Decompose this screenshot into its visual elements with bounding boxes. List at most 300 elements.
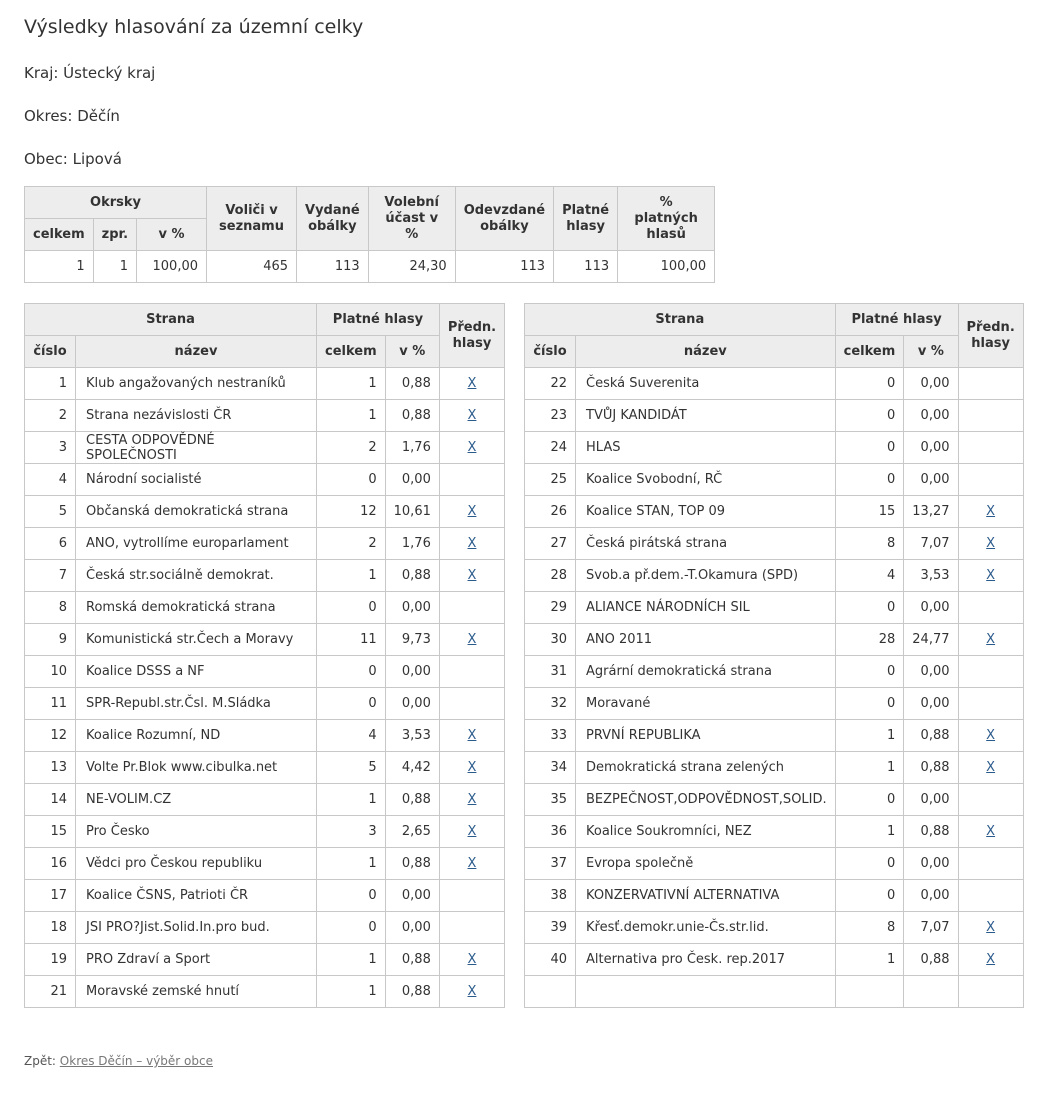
party-votes: 0 — [317, 880, 386, 912]
table-row — [25, 880, 505, 912]
party-name: Agrární demokratická strana — [576, 656, 836, 688]
party-votes: 2 — [317, 528, 386, 560]
party-votes: 0 — [835, 464, 904, 496]
party-number: 39 — [525, 912, 576, 944]
party-votes: 1 — [835, 720, 904, 752]
preference-votes-cell — [958, 432, 1023, 464]
party-name: Strana nezávislosti ČR — [76, 400, 317, 432]
table-row — [525, 720, 1024, 752]
party-number: 16 — [25, 848, 76, 880]
preference-votes-link[interactable]: X — [467, 728, 477, 743]
summary-okrsky-celkem: 1 — [25, 251, 94, 283]
party-name: JSI PRO?Jist.Solid.In.pro bud. — [76, 912, 317, 944]
header-okrsky: Okrsky — [25, 187, 207, 219]
party-percent: 24,77 — [904, 624, 958, 656]
table-row — [525, 880, 1024, 912]
table-row — [25, 528, 505, 560]
party-number: 32 — [525, 688, 576, 720]
party-votes: 12 — [317, 496, 386, 528]
preference-votes-cell — [439, 784, 504, 816]
party-votes: 0 — [317, 592, 386, 624]
table-row — [525, 976, 1024, 1008]
party-name: TVŮJ KANDIDÁT — [576, 400, 836, 432]
preference-votes-cell — [439, 848, 504, 880]
party-votes: 0 — [835, 848, 904, 880]
table-row — [525, 464, 1024, 496]
party-votes: 0 — [835, 688, 904, 720]
party-percent: 0,00 — [904, 784, 958, 816]
preference-votes-link[interactable]: X — [467, 984, 477, 999]
district-label: Okres: Děčín — [24, 107, 120, 125]
preference-votes-link[interactable]: X — [986, 536, 996, 551]
preference-votes-cell — [439, 816, 504, 848]
preference-votes-cell — [439, 464, 504, 496]
party-percent: 0,88 — [904, 752, 958, 784]
preference-votes-cell — [958, 752, 1023, 784]
preference-votes-cell — [958, 464, 1023, 496]
header-platne: Platné hlasy — [554, 187, 618, 251]
preference-votes-cell — [958, 720, 1023, 752]
party-name: NE-VOLIM.CZ — [76, 784, 317, 816]
region-label: Kraj: Ústecký kraj — [24, 64, 156, 82]
table-row — [525, 592, 1024, 624]
table-row — [25, 752, 505, 784]
header-nazev: název — [76, 336, 317, 368]
party-percent: 7,07 — [904, 912, 958, 944]
party-votes: 4 — [317, 720, 386, 752]
party-percent: 0,00 — [904, 592, 958, 624]
party-name: Koalice Soukromníci, NEZ — [576, 816, 836, 848]
party-percent: 0,88 — [904, 816, 958, 848]
summary-okrsky-pct: 100,00 — [137, 251, 207, 283]
table-row — [525, 912, 1024, 944]
preference-votes-link[interactable]: X — [467, 568, 477, 583]
preference-votes-cell — [439, 624, 504, 656]
party-number: 13 — [25, 752, 76, 784]
party-percent: 4,42 — [385, 752, 439, 784]
table-row — [525, 560, 1024, 592]
header-platne-hlasy: Platné hlasy — [317, 304, 440, 336]
summary-vydane: 113 — [297, 251, 369, 283]
party-name: CESTA ODPOVĚDNÉ SPOLEČNOSTI — [76, 432, 317, 464]
party-percent — [904, 976, 958, 1008]
preference-votes-cell — [958, 560, 1023, 592]
preference-votes-cell — [958, 496, 1023, 528]
table-row — [25, 912, 505, 944]
party-votes: 0 — [835, 880, 904, 912]
party-number: 10 — [25, 656, 76, 688]
header-platne-hlasy: Platné hlasy — [835, 304, 958, 336]
preference-votes-link[interactable]: X — [467, 792, 477, 807]
party-votes: 1 — [835, 752, 904, 784]
party-votes: 4 — [835, 560, 904, 592]
party-percent: 13,27 — [904, 496, 958, 528]
preference-votes-link[interactable]: X — [467, 376, 477, 391]
header-celkem: celkem — [317, 336, 386, 368]
table-row — [25, 688, 505, 720]
preference-votes-link[interactable]: X — [467, 408, 477, 423]
party-number: 11 — [25, 688, 76, 720]
party-percent: 0,00 — [385, 880, 439, 912]
preference-votes-cell — [439, 720, 504, 752]
header-v-pct: v % — [904, 336, 958, 368]
preference-votes-cell — [439, 688, 504, 720]
party-votes: 0 — [835, 432, 904, 464]
summary-platne: 113 — [554, 251, 618, 283]
table-row — [525, 368, 1024, 400]
header-zpr: zpr. — [93, 219, 136, 251]
header-v-pct: v % — [385, 336, 439, 368]
party-percent: 0,88 — [904, 720, 958, 752]
party-percent: 0,88 — [385, 400, 439, 432]
party-number: 4 — [25, 464, 76, 496]
party-votes: 5 — [317, 752, 386, 784]
party-name: Koalice Svobodní, RČ — [576, 464, 836, 496]
party-number: 26 — [525, 496, 576, 528]
party-votes — [835, 976, 904, 1008]
party-name: Evropa společně — [576, 848, 836, 880]
party-name: Romská demokratická strana — [76, 592, 317, 624]
party-votes: 0 — [835, 400, 904, 432]
back-label: Zpět: — [24, 1054, 56, 1068]
preference-votes-cell — [958, 368, 1023, 400]
party-name: Svob.a př.dem.-T.Okamura (SPD) — [576, 560, 836, 592]
party-name: HLAS — [576, 432, 836, 464]
party-name: Klub angažovaných nestraníků — [76, 368, 317, 400]
party-name: Moravané — [576, 688, 836, 720]
party-name: BEZPEČNOST,ODPOVĚDNOST,SOLID. — [576, 784, 836, 816]
party-name: Křesť.demokr.unie-Čs.str.lid. — [576, 912, 836, 944]
party-number: 28 — [525, 560, 576, 592]
party-votes: 15 — [835, 496, 904, 528]
party-number: 27 — [525, 528, 576, 560]
party-percent: 0,00 — [904, 880, 958, 912]
party-number: 40 — [525, 944, 576, 976]
preference-votes-link[interactable]: X — [986, 824, 996, 839]
party-name: Pro Česko — [76, 816, 317, 848]
preference-votes-cell — [439, 400, 504, 432]
party-number: 8 — [25, 592, 76, 624]
party-percent: 0,88 — [385, 368, 439, 400]
table-row — [525, 848, 1024, 880]
preference-votes-link[interactable]: X — [986, 952, 996, 967]
preference-votes-link[interactable]: X — [467, 952, 477, 967]
party-votes: 0 — [317, 912, 386, 944]
party-name: Moravské zemské hnutí — [76, 976, 317, 1008]
table-row — [25, 368, 505, 400]
header-strana: Strana — [525, 304, 836, 336]
party-votes: 0 — [835, 656, 904, 688]
party-number: 30 — [525, 624, 576, 656]
party-name: Česká Suverenita — [576, 368, 836, 400]
preference-votes-cell — [439, 944, 504, 976]
party-percent: 0,00 — [904, 688, 958, 720]
party-votes: 8 — [835, 912, 904, 944]
table-row — [25, 592, 505, 624]
party-votes: 0 — [835, 368, 904, 400]
party-name: Demokratická strana zelených — [576, 752, 836, 784]
preference-votes-cell — [958, 848, 1023, 880]
party-name: ANO 2011 — [576, 624, 836, 656]
party-table-right — [524, 303, 1024, 1008]
party-number: 2 — [25, 400, 76, 432]
preference-votes-cell — [439, 592, 504, 624]
party-votes: 0 — [835, 592, 904, 624]
party-percent: 0,88 — [385, 848, 439, 880]
party-number: 22 — [525, 368, 576, 400]
party-name: KONZERVATIVNÍ ALTERNATIVA — [576, 880, 836, 912]
preference-votes-link[interactable]: X — [467, 440, 477, 455]
preference-votes-link[interactable]: X — [986, 568, 996, 583]
header-cislo: číslo — [525, 336, 576, 368]
party-name: PRVNÍ REPUBLIKA — [576, 720, 836, 752]
party-name: Česká pirátská strana — [576, 528, 836, 560]
party-percent: 1,76 — [385, 432, 439, 464]
party-number: 19 — [25, 944, 76, 976]
preference-votes-cell — [439, 528, 504, 560]
party-number: 35 — [525, 784, 576, 816]
summary-table — [24, 186, 715, 283]
preference-votes-cell — [958, 656, 1023, 688]
table-row — [525, 752, 1024, 784]
table-row — [525, 496, 1024, 528]
preference-votes-link[interactable]: X — [467, 856, 477, 871]
party-votes: 1 — [317, 848, 386, 880]
preference-votes-cell — [958, 592, 1023, 624]
table-row — [525, 528, 1024, 560]
table-row — [525, 624, 1024, 656]
header-celkem: celkem — [25, 219, 94, 251]
header-nazev: název — [576, 336, 836, 368]
table-row — [525, 432, 1024, 464]
party-number: 21 — [25, 976, 76, 1008]
party-name: Koalice STAN, TOP 09 — [576, 496, 836, 528]
party-percent: 0,00 — [904, 400, 958, 432]
party-percent: 0,00 — [385, 912, 439, 944]
party-percent: 0,00 — [385, 592, 439, 624]
preference-votes-cell — [958, 400, 1023, 432]
table-row — [25, 784, 505, 816]
preference-votes-link[interactable]: X — [986, 760, 996, 775]
party-votes: 1 — [317, 368, 386, 400]
preference-votes-link[interactable]: X — [986, 632, 996, 647]
header-strana: Strana — [25, 304, 317, 336]
preference-votes-cell — [439, 976, 504, 1008]
party-percent: 0,00 — [904, 432, 958, 464]
party-name: ALIANCE NÁRODNÍCH SIL — [576, 592, 836, 624]
party-number — [525, 976, 576, 1008]
party-percent: 0,00 — [385, 464, 439, 496]
party-votes: 2 — [317, 432, 386, 464]
preference-votes-link[interactable]: X — [467, 824, 477, 839]
party-percent: 1,76 — [385, 528, 439, 560]
header-volici: Voliči v seznamu — [207, 187, 297, 251]
header-cislo: číslo — [25, 336, 76, 368]
party-percent: 0,00 — [385, 688, 439, 720]
header-odevzdane: Odevzdané obálky — [455, 187, 553, 251]
summary-volici: 465 — [207, 251, 297, 283]
party-percent: 0,00 — [385, 656, 439, 688]
party-percent: 10,61 — [385, 496, 439, 528]
party-number: 31 — [525, 656, 576, 688]
party-name: Koalice Rozumní, ND — [76, 720, 317, 752]
party-number: 12 — [25, 720, 76, 752]
preference-votes-cell — [439, 368, 504, 400]
table-row — [25, 400, 505, 432]
summary-odevzdane: 113 — [455, 251, 553, 283]
party-votes: 1 — [317, 560, 386, 592]
party-percent: 0,88 — [385, 784, 439, 816]
party-number: 25 — [525, 464, 576, 496]
party-percent: 2,65 — [385, 816, 439, 848]
preference-votes-cell — [958, 880, 1023, 912]
party-percent: 0,88 — [385, 944, 439, 976]
party-name: Národní socialisté — [76, 464, 317, 496]
party-votes: 1 — [835, 944, 904, 976]
header-celkem: celkem — [835, 336, 904, 368]
preference-votes-link[interactable]: X — [467, 504, 477, 519]
preference-votes-link[interactable]: X — [986, 728, 996, 743]
party-votes: 0 — [317, 464, 386, 496]
preference-votes-cell — [958, 528, 1023, 560]
table-row — [525, 944, 1024, 976]
party-number: 34 — [525, 752, 576, 784]
party-number: 18 — [25, 912, 76, 944]
party-number: 33 — [525, 720, 576, 752]
party-name: Česká str.sociálně demokrat. — [76, 560, 317, 592]
header-predn: Předn. hlasy — [439, 304, 504, 368]
preference-votes-cell — [439, 656, 504, 688]
party-votes: 0 — [317, 656, 386, 688]
table-row — [25, 496, 505, 528]
table-row — [25, 624, 505, 656]
table-row — [25, 464, 505, 496]
preference-votes-link[interactable]: X — [467, 760, 477, 775]
party-name: Koalice DSSS a NF — [76, 656, 317, 688]
preference-votes-cell — [958, 784, 1023, 816]
party-votes: 1 — [317, 976, 386, 1008]
party-number: 9 — [25, 624, 76, 656]
table-row — [25, 656, 505, 688]
table-row — [525, 784, 1024, 816]
party-name: SPR-Republ.str.Čsl. M.Sládka — [76, 688, 317, 720]
header-predn: Předn. hlasy — [958, 304, 1023, 368]
party-percent: 0,00 — [904, 368, 958, 400]
header-v-pct: v % — [137, 219, 207, 251]
party-votes: 0 — [317, 688, 386, 720]
party-number: 14 — [25, 784, 76, 816]
party-name: Alternativa pro Česk. rep.2017 — [576, 944, 836, 976]
party-number: 38 — [525, 880, 576, 912]
table-row — [25, 432, 505, 464]
party-number: 24 — [525, 432, 576, 464]
back-link[interactable]: Okres Děčín – výběr obce — [59, 1054, 213, 1068]
preference-votes-cell — [439, 432, 504, 464]
party-name: Koalice ČSNS, Patrioti ČR — [76, 880, 317, 912]
party-votes: 0 — [835, 784, 904, 816]
preference-votes-cell — [958, 912, 1023, 944]
preference-votes-link[interactable]: X — [986, 504, 996, 519]
party-votes: 1 — [835, 816, 904, 848]
party-number: 3 — [25, 432, 76, 464]
party-votes: 28 — [835, 624, 904, 656]
summary-row — [25, 251, 715, 283]
party-percent: 7,07 — [904, 528, 958, 560]
party-name: Vědci pro Českou republiku — [76, 848, 317, 880]
party-percent: 0,00 — [904, 464, 958, 496]
party-percent: 0,88 — [385, 976, 439, 1008]
municipality-label: Obec: Lipová — [24, 150, 122, 168]
preference-votes-cell — [958, 816, 1023, 848]
preference-votes-cell — [958, 976, 1023, 1008]
preference-votes-cell — [439, 752, 504, 784]
party-percent: 0,88 — [385, 560, 439, 592]
table-row — [25, 848, 505, 880]
summary-ucast: 24,30 — [368, 251, 455, 283]
party-percent: 3,53 — [385, 720, 439, 752]
table-row — [25, 560, 505, 592]
preference-votes-link[interactable]: X — [986, 920, 996, 935]
party-votes: 3 — [317, 816, 386, 848]
back-navigation — [24, 1054, 213, 1068]
party-number: 15 — [25, 816, 76, 848]
page-title: Výsledky hlasování za územní celky — [24, 16, 364, 38]
party-number: 6 — [25, 528, 76, 560]
party-number: 1 — [25, 368, 76, 400]
table-row — [525, 400, 1024, 432]
table-row — [25, 720, 505, 752]
party-table-left — [24, 303, 505, 1008]
summary-pct-platnych: 100,00 — [618, 251, 715, 283]
table-row — [25, 816, 505, 848]
preference-votes-cell — [439, 912, 504, 944]
party-number: 29 — [525, 592, 576, 624]
party-number: 7 — [25, 560, 76, 592]
party-number: 5 — [25, 496, 76, 528]
party-percent: 0,88 — [904, 944, 958, 976]
party-percent: 9,73 — [385, 624, 439, 656]
party-name: Občanská demokratická strana — [76, 496, 317, 528]
header-vydane: Vydané obálky — [297, 187, 369, 251]
table-row — [25, 976, 505, 1008]
preference-votes-link[interactable]: X — [467, 632, 477, 647]
preference-votes-cell — [439, 496, 504, 528]
party-percent: 0,00 — [904, 848, 958, 880]
preference-votes-link[interactable]: X — [467, 536, 477, 551]
summary-okrsky-zpr: 1 — [93, 251, 136, 283]
party-name: Komunistická str.Čech a Moravy — [76, 624, 317, 656]
party-votes: 11 — [317, 624, 386, 656]
preference-votes-cell — [958, 624, 1023, 656]
table-row — [525, 656, 1024, 688]
header-ucast: Volební účast v % — [368, 187, 455, 251]
party-number: 37 — [525, 848, 576, 880]
party-votes: 1 — [317, 944, 386, 976]
party-votes: 8 — [835, 528, 904, 560]
party-votes: 1 — [317, 784, 386, 816]
preference-votes-cell — [958, 688, 1023, 720]
party-percent: 3,53 — [904, 560, 958, 592]
party-name: ANO, vytrollíme europarlament — [76, 528, 317, 560]
table-row — [525, 688, 1024, 720]
party-votes: 1 — [317, 400, 386, 432]
party-number: 23 — [525, 400, 576, 432]
party-number: 36 — [525, 816, 576, 848]
party-percent: 0,00 — [904, 656, 958, 688]
preference-votes-cell — [439, 560, 504, 592]
party-name — [576, 976, 836, 1008]
table-row — [25, 944, 505, 976]
